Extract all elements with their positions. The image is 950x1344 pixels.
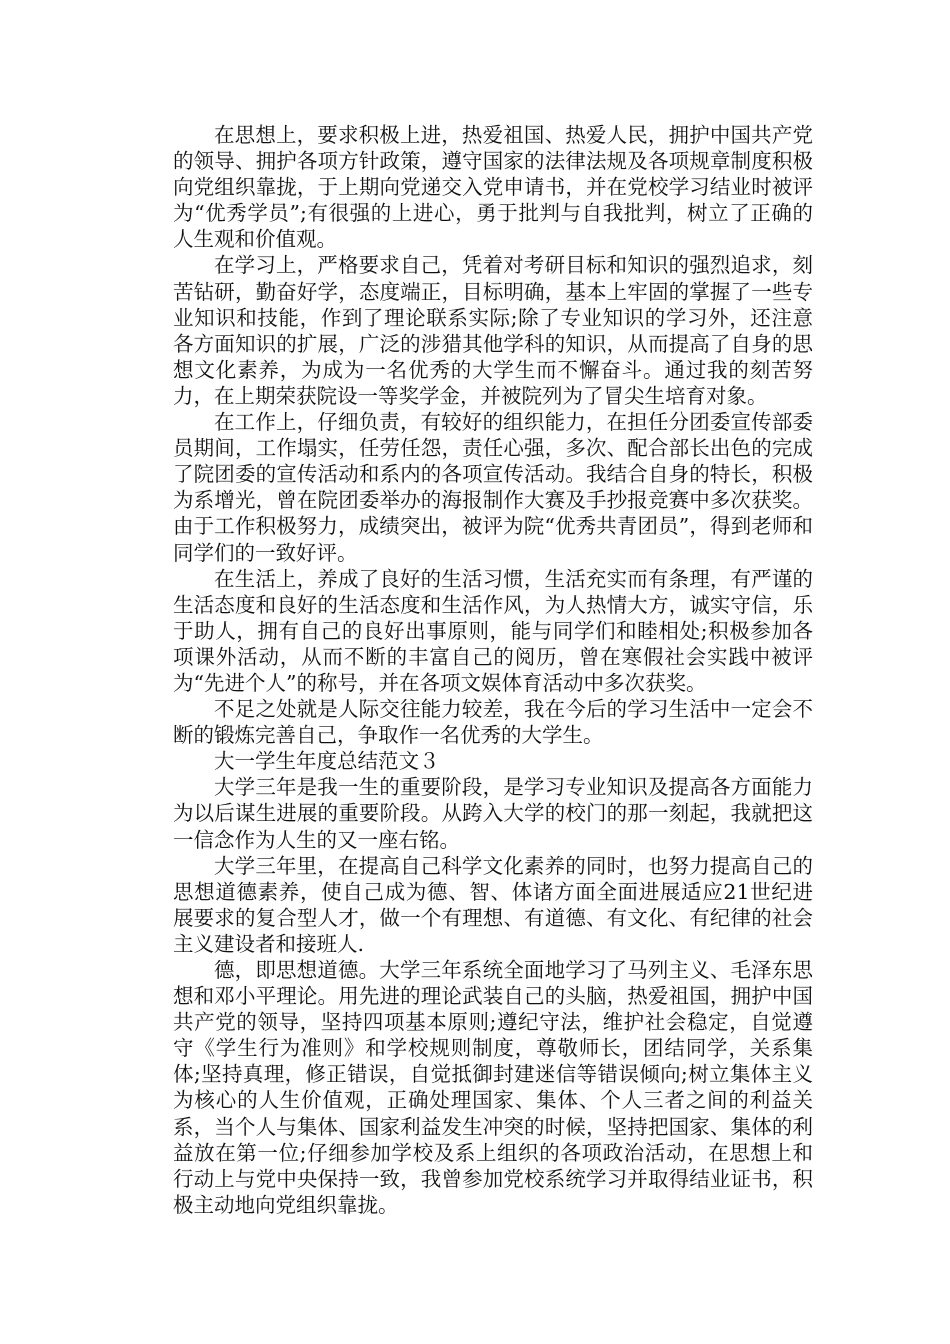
document-body <box>173 122 813 1218</box>
paragraph-three-years: 大学三年里，在提高自己科学文化素养的同时，也努力提高自己的思想道德素养，使自己成为德、智、体诸方面全面进展适应21世纪进展要求的复合型人才，做一个有理想、有道德、有文化、有纪律的社会主义建设者和接班人. <box>173 853 813 956</box>
paragraph-work: 在工作上，仔细负责，有较好的组织能力，在担任分团委宣传部委员期间，工作塌实，任劳任怨，责任心强，多次、配合部长出色的完成了院团委的宣传活动和系内的各项宣传活动。我结合自身的特长，积极为系增光，曾在院团委举办的海报制作大赛及手抄报竞赛中多次获奖。由于工作积极努力，成绩突出，被评为院“优秀共青团员”，得到老师和同学们的一致好评。 <box>173 410 813 565</box>
paragraph-life: 在生活上，养成了良好的生活习惯，生活充实而有条理，有严谨的生活态度和良好的生活态度和生活作风，为人热情大方，诚实守信，乐于助人，拥有自己的良好出事原则，能与同学们和睦相处;积极参加各项课外活动，从而不断的丰富自己的阅历，曾在寒假社会实践中被评为“先进个人”的称号，并在各项文娱体育活动中多次获奖。 <box>173 566 813 695</box>
paragraph-ideology: 在思想上，要求积极上进，热爱祖国、热爱人民，拥护中国共产党的领导、拥护各项方针政策，遵守国家的法律法规及各项规章制度积极向党组织靠拢，于上期向党递交入党申请书，并在党校学习结业时被评为“优秀学员”;有很强的上进心，勇于批判与自我批判，树立了正确的人生观和价值观。 <box>173 123 813 252</box>
paragraph-shortcomings: 不足之处就是人际交往能力较差，我在今后的学习生活中一定会不断的锻炼完善自己，争取作一名优秀的大学生。 <box>173 697 813 748</box>
section-heading: 大一学生年度总结范文３ <box>214 749 440 774</box>
paragraph-morality: 德，即思想道德。大学三年系统全面地学习了马列主义、毛泽东思想和邓小平理论。用先进的理论武装自己的头脑，热爱祖国，拥护中国共产党的领导，坚持四项基本原则;遵纪守法，维护社会稳定，自觉遵守《学生行为准则》和学校规则制度，尊敬师长，团结同学，关系集体;坚持真理，修正错误，自觉抵御封建迷信等错误倾向;树立集体主义为核心的人生价值观，正确处理国家、集体、个人三者之间的利益关系，当个人与集体、国家利益发生冲突的时候，坚持把国家、集体的利益放在第一位;仔细参加学校及系上组织的各项政治活动，在思想上和行动上与党中央保持一致，我曾参加党校系统学习并取得结业证书，积极主动地向党组织靠拢。 <box>173 958 813 1217</box>
paragraph-university-stage: 大学三年是我一生的重要阶段，是学习专业知识及提高各方面能力为以后谋生进展的重要阶段。从跨入大学的校门的那一刻起，我就把这一信念作为人生的又一座右铭。 <box>173 775 813 852</box>
paragraph-study: 在学习上，严格要求自己，凭着对考研目标和知识的强烈追求，刻苦钻研，勤奋好学，态度端正，目标明确，基本上牢固的掌握了一些专业知识和技能，作到了理论联系实际;除了专业知识的学习外，还注意各方面知识的扩展，广泛的涉猎其他学科的知识，从而提高了自身的思想文化素养，为成为一名优秀的大学生而不懈奋斗。通过我的刻苦努力，在上期荣获院设一等奖学金，并被院列为了冒尖生培育对象。 <box>173 253 813 408</box>
